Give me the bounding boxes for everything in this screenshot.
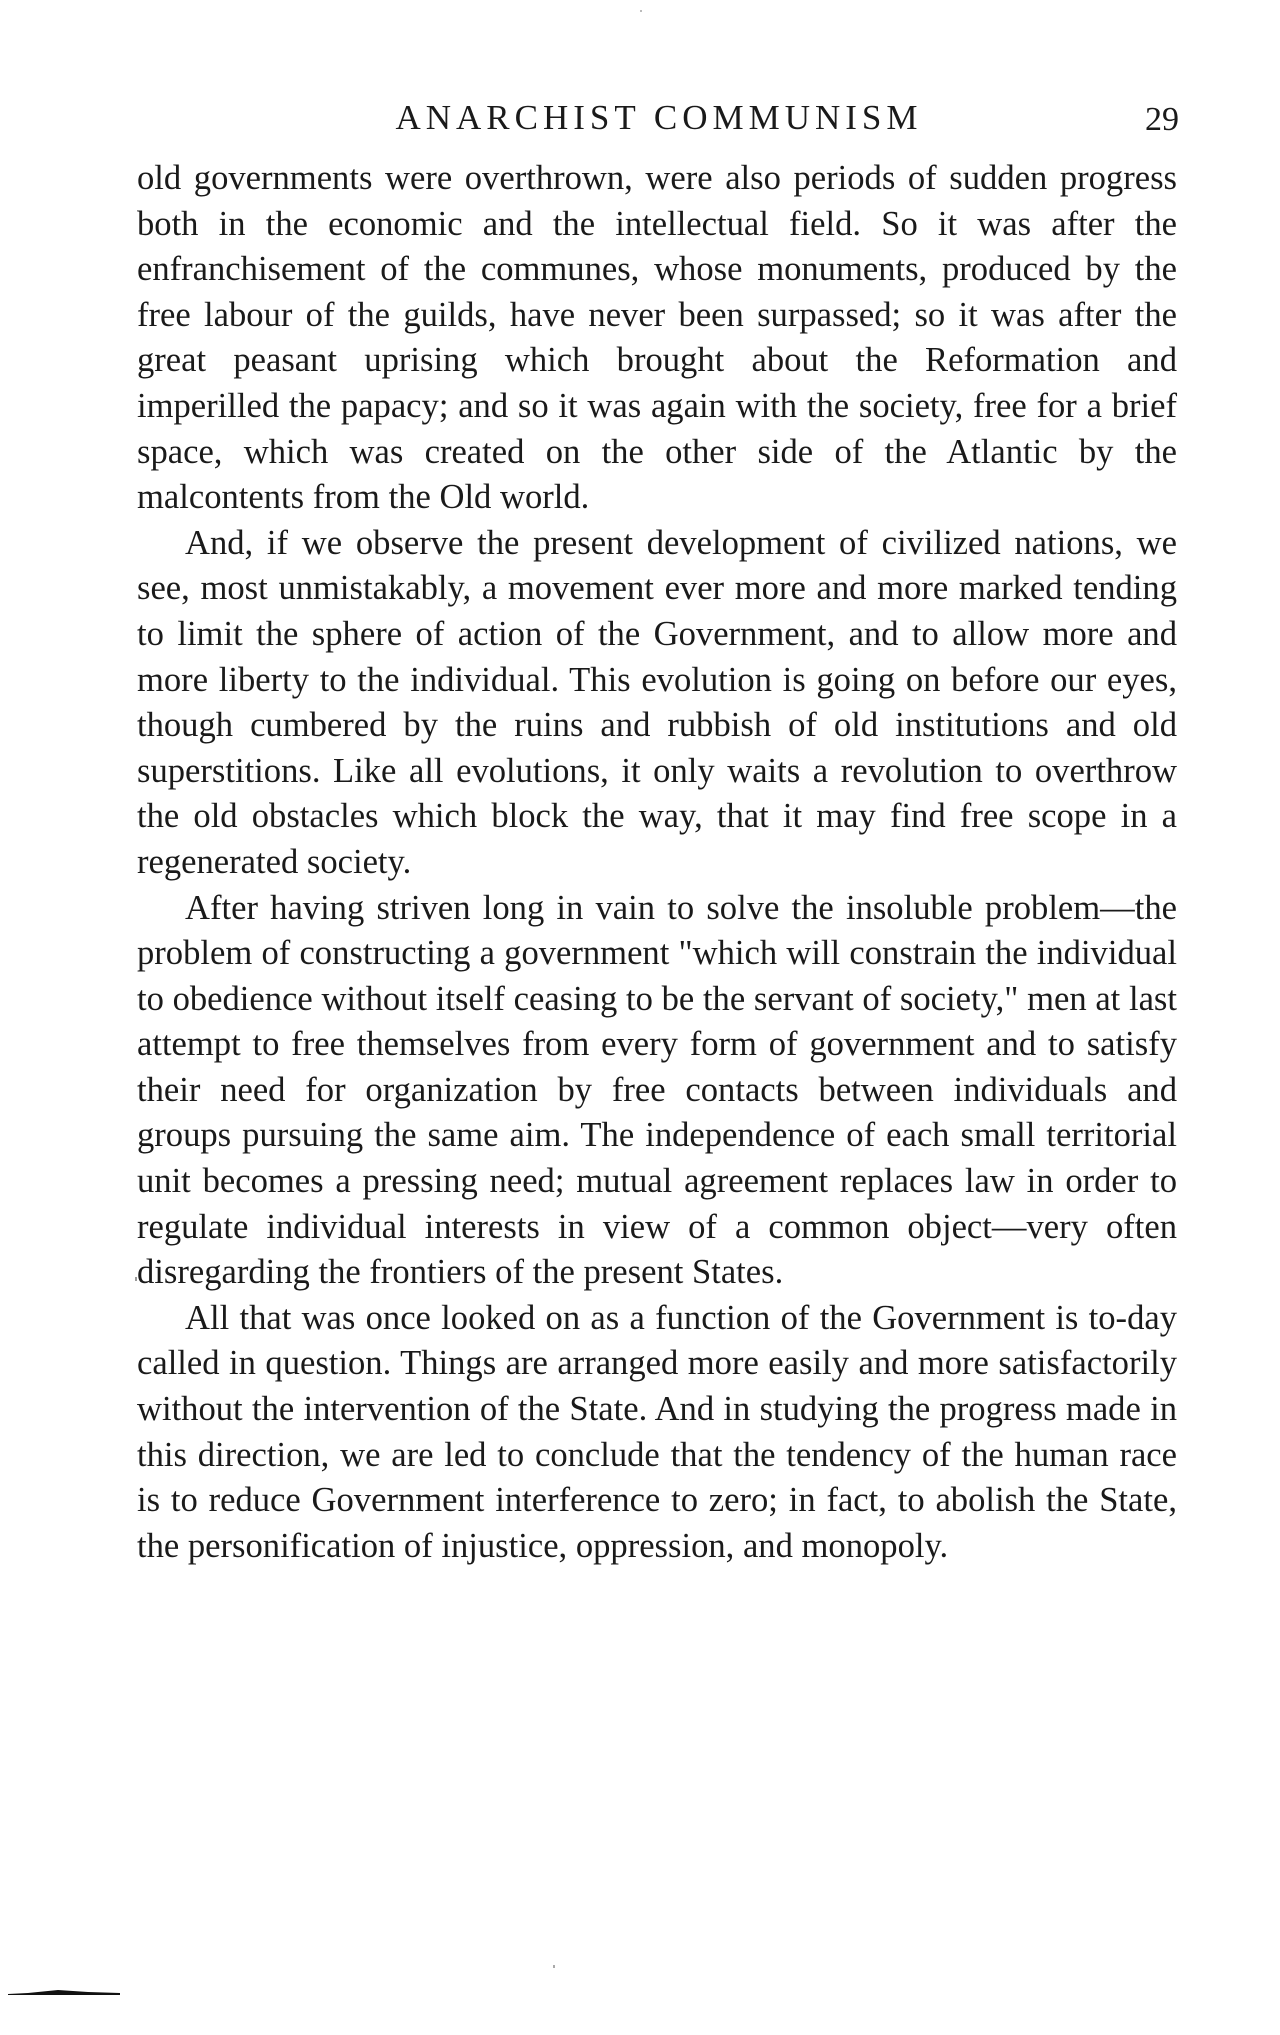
paragraph-1: old governments were overthrown, were also periods of sudden progress both in the economic and the intellectual field. So it was after the enfranchisement of the communes, whose monuments, produced by the free labour of the guilds, have never been surpassed; so it was after the great peasant uprising which brought about the Reformation and imperilled the papacy; and so it was again with the society, free for a brief space, which was created on the other side of the Atlantic by the malcontents from the Old world. bbox=[137, 159, 1177, 517]
scan-speck bbox=[553, 1965, 555, 1968]
margin-mark bbox=[135, 1277, 137, 1281]
paragraph-3: After having striven long in vain to solve the insoluble problem—the problem of constructing a government "which will constrain the individual to obedience without itself ceasing to be the servant of society," men at last attempt to free themselves from every form of government and to satisfy their need for organization by free contacts between individuals and groups pursuing the same aim. The independence of each small territorial unit becomes a pressing need; mutual agreement replaces law in order to regulate individual interests in view of a common object—very often disregarding the frontiers of the present States. bbox=[137, 888, 1177, 1292]
paragraph-4: All that was once looked on as a function of the Government is to-day called in question. Things are arranged more easily and more satisfactorily without the intervention of the State. And in studying the progress made in this direction, we are led to conclude that the tendency of the human race is to reduce Government interference to zero; in fact, to abolish the State, the personification of injustice, oppression, and monopoly. bbox=[137, 1298, 1177, 1565]
page-header bbox=[139, 92, 1179, 144]
page-number: 29 bbox=[1145, 101, 1179, 138]
running-title: ANARCHIST COMMUNISM bbox=[395, 98, 923, 137]
paragraph-2: And, if we observe the present development of civilized nations, we see, most unmistakably, a movement ever more and more marked tending to limit the sphere of action of the Government, and to allow more and more liberty to the individual. This evolution is going on before our eyes, though cumbered by the ruins and rubbish of old institutions and old superstitions. Like all evolutions, it only waits a revolution to overthrow the old obstacles which block the way, that it may find free scope in a regenerated society. bbox=[137, 523, 1177, 881]
body-text bbox=[137, 156, 1177, 1569]
scan-artifact-mark bbox=[8, 1988, 120, 1996]
scan-speck bbox=[640, 10, 642, 12]
